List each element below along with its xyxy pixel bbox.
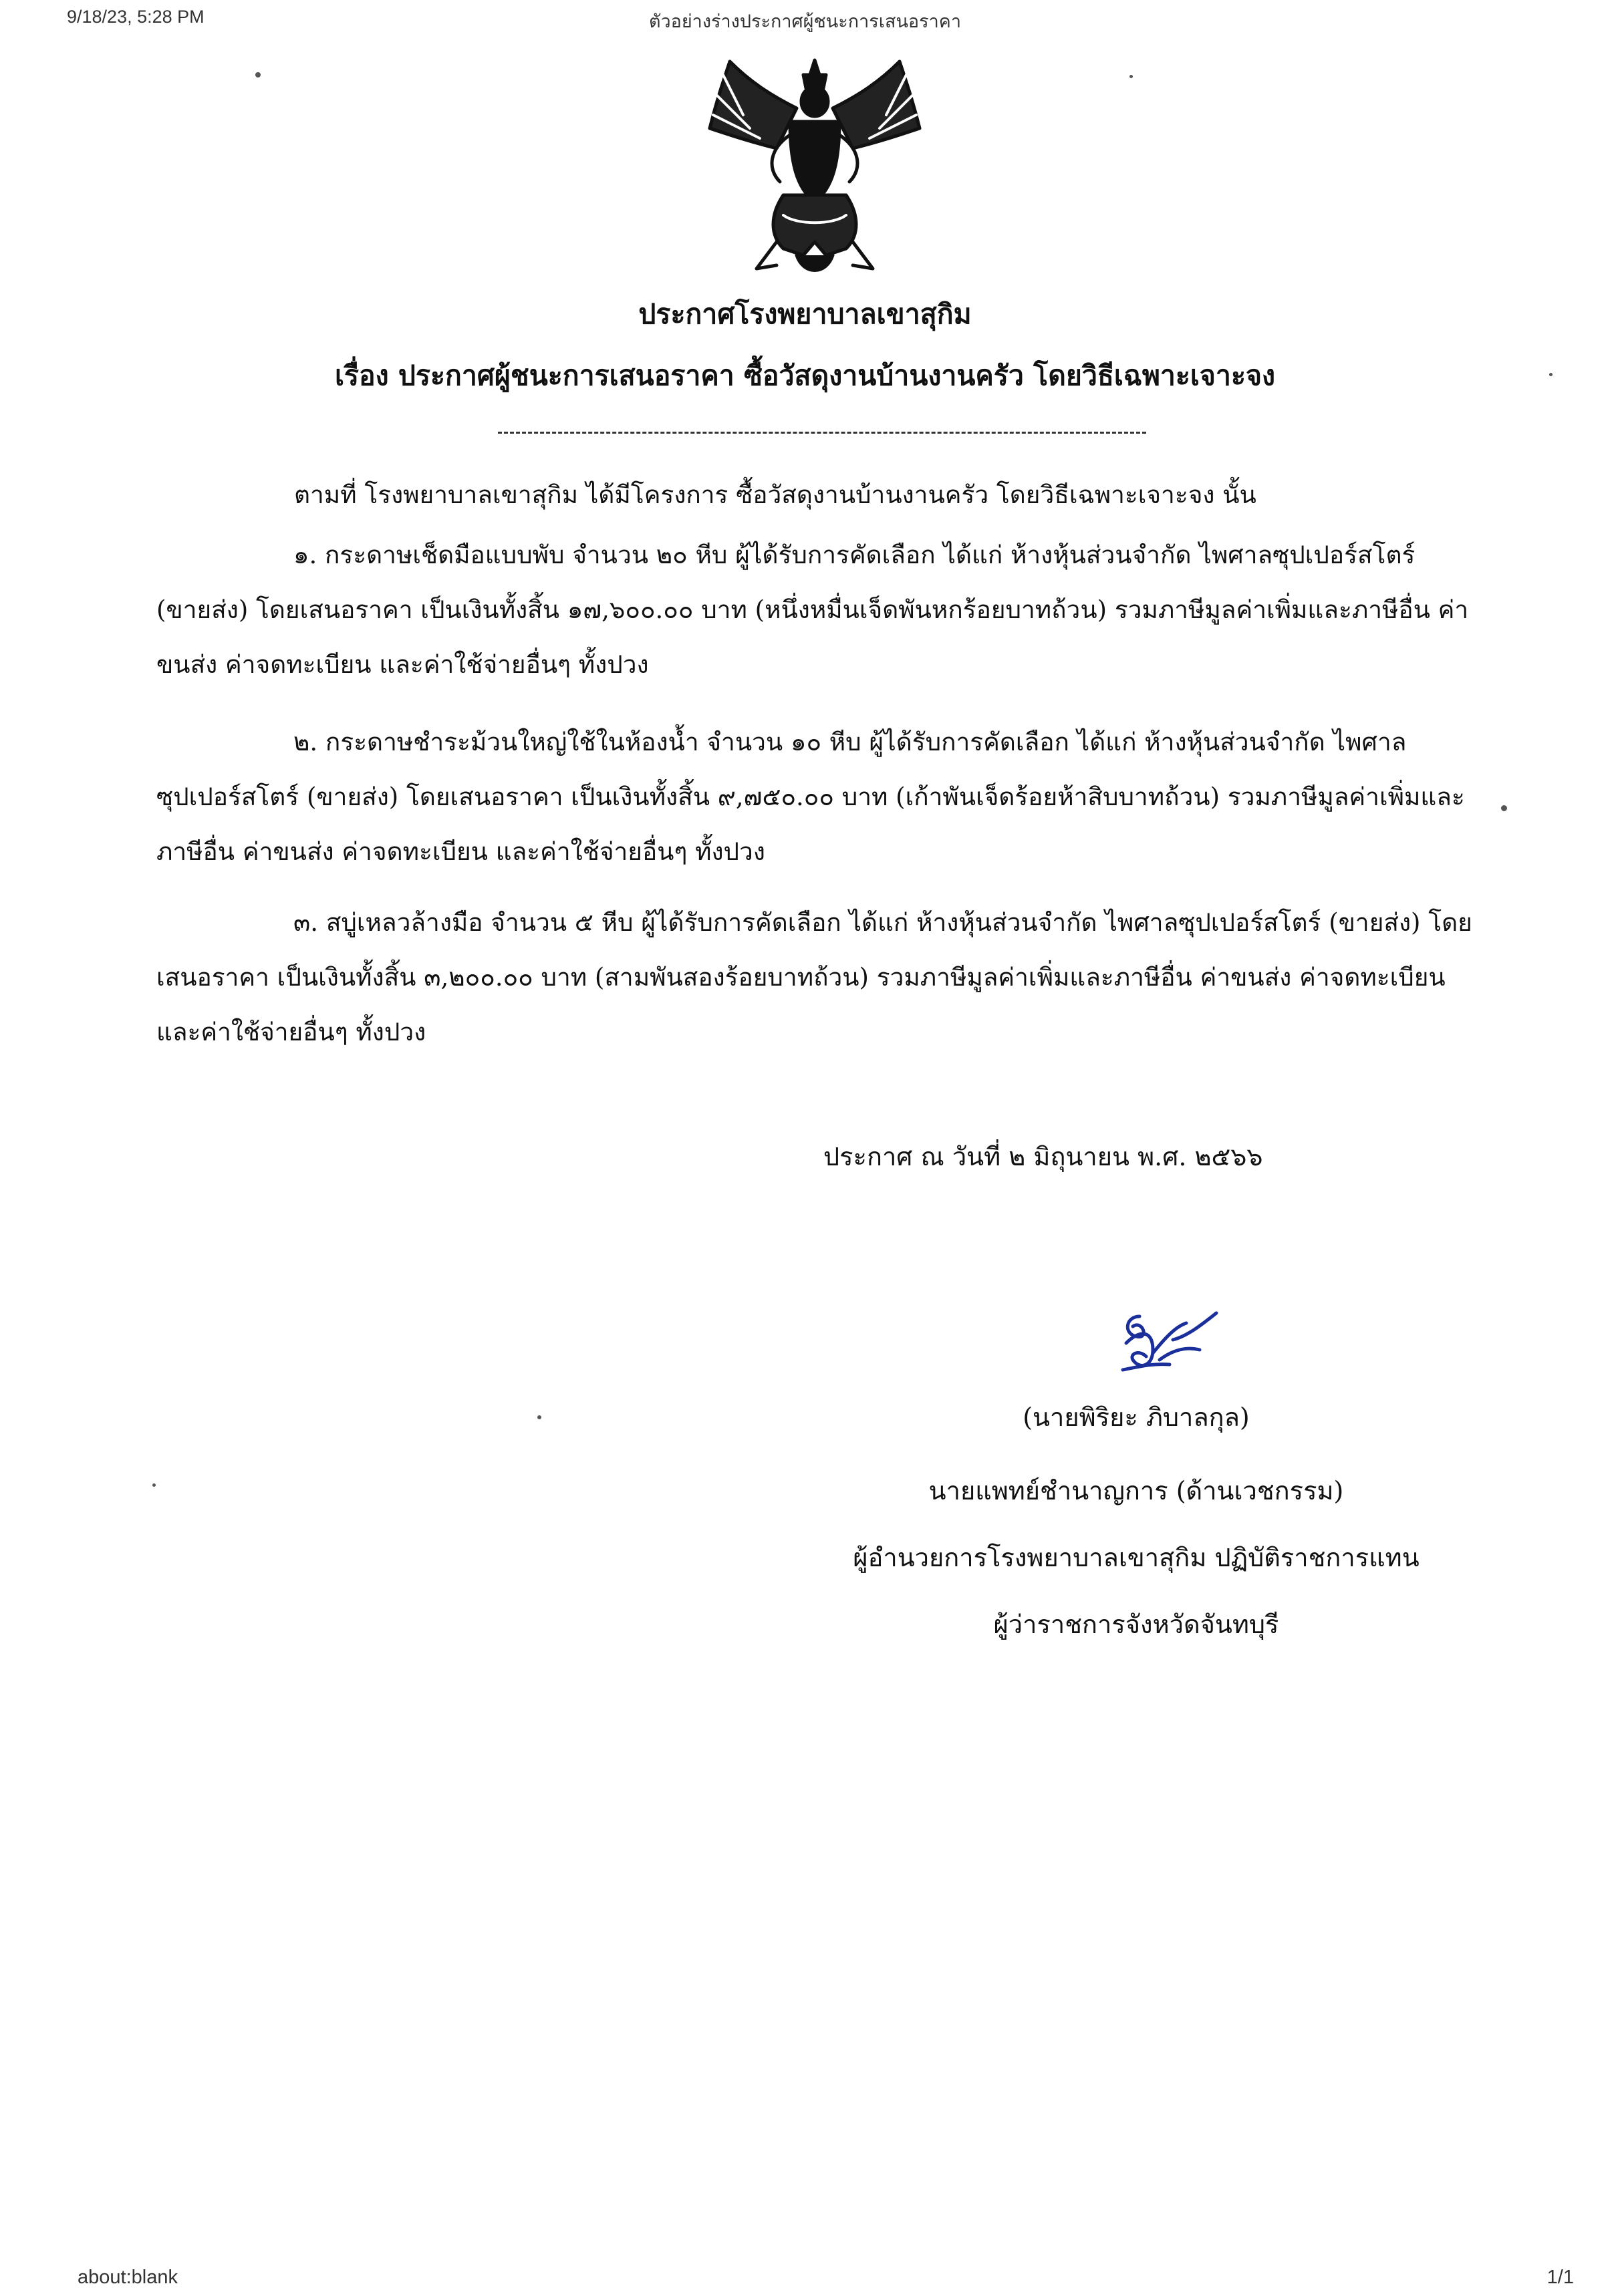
signatory-position-3: ผู้ว่าราชการจังหวัดจันทบุรี [993, 1610, 1279, 1639]
print-url: about:blank [78, 2267, 178, 2288]
print-footer [0, 2267, 1610, 2293]
print-datetime: 9/18/23, 5:28 PM [67, 7, 205, 27]
item-text-2: ๒. กระดาษชำระม้วนใหญ่ใช้ในห้องน้ำ จำนวน ๑๐ หีบ ผู้ได้รับการคัดเลือก ได้แก่ ห้างหุ้นส่วนจำกัด ไพศาลซุปเปอร์สโตร์ (ขายส่ง) โดยเสนอราคา เป็นเงินทั้งสิ้น ๙,๗๕๐.๐๐ บาท (เก้าพันเจ็ดร้อยห้าสิบบาทถ้วน) รวมภาษีมูลค่าเพิ่มและภาษีอื่น ค่าขนส่ง ค่าจดทะเบียน และค่าใช้จ่ายอื่นๆ ทั้งปวง [156, 728, 1465, 866]
print-header [0, 7, 1610, 33]
signatory-position-1: นายแพทย์ชำนาญการ (ด้านเวชกรรม) [928, 1476, 1344, 1505]
handwritten-signature-icon [1113, 1303, 1226, 1383]
intro-paragraph [294, 468, 1484, 523]
item-text-1: ๑. กระดาษเช็ดมือแบบพับ จำนวน ๒๐ หีบ ผู้ได้รับการคัดเลือก ได้แก่ ห้างหุ้นส่วนจำกัด ไพศาลซุปเปอร์สโตร์ (ขายส่ง) โดยเสนอราคา เป็นเงินทั้งสิ้น ๑๗,๖๐๐.๐๐ บาท (หนึ่งหมื่นเจ็ดพันหกร้อยบาทถ้วน) รวมภาษีมูลค่าเพิ่มและภาษีอื่น ค่าขนส่ง ค่าจดทะเบียน และค่าใช้จ่ายอื่นๆ ทั้งปวง [156, 541, 1469, 679]
title-separator [498, 432, 1146, 434]
scan-speck [255, 72, 261, 78]
scan-speck [1129, 75, 1133, 78]
scan-speck [1549, 373, 1553, 376]
print-page-title: ตัวอย่างร่างประกาศผู้ชนะการเสนอราคา [648, 11, 962, 31]
scan-speck [1501, 805, 1507, 811]
scan-speck [152, 1483, 156, 1487]
item-text-3: ๓. สบู่เหลวล้างมือ จำนวน ๕ หีบ ผู้ได้รับการคัดเลือก ได้แก่ ห้างหุ้นส่วนจำกัด ไพศาลซุปเปอร์สโตร์ (ขายส่ง) โดยเสนอราคา เป็นเงินทั้งสิ้น ๓,๒๐๐.๐๐ บาท (สามพันสองร้อยบาทถ้วน) รวมภาษีมูลค่าเพิ่มและภาษีอื่น ค่าขนส่ง ค่าจดทะเบียน และค่าใช้จ่ายอื่นๆ ทั้งปวง [156, 908, 1472, 1046]
announce-date: ประกาศ ณ วันที่ ๒ มิถุนายน พ.ศ. ๒๕๖๖ [823, 1142, 1263, 1171]
signatory-position-2: ผู้อำนวยการโรงพยาบาลเขาสุกิม ปฏิบัติราชการแทน [853, 1543, 1420, 1572]
garuda-emblem-icon [703, 55, 927, 282]
scan-speck [537, 1415, 541, 1419]
document-title: ประกาศโรงพยาบาลเขาสุกิม [638, 298, 972, 330]
document-subject: เรื่อง ประกาศผู้ชนะการเสนอราคา ซื้อวัสดุงานบ้านงานครัว โดยวิธีเฉพาะเจาะจง [334, 360, 1276, 392]
item-paragraph-2 [156, 715, 1480, 879]
item-paragraph-3 [156, 895, 1480, 1060]
print-page-count: 1/1 [1547, 2267, 1574, 2288]
signatory-name: (นายพิริยะ ภิบาลกุล) [1023, 1403, 1250, 1432]
item-paragraph-1 [156, 528, 1480, 692]
intro-text: ตามที่ โรงพยาบาลเขาสุกิม ได้มีโครงการ ซื้อวัสดุงานบ้านงานครัว โดยวิธีเฉพาะเจาะจง นั้น [294, 480, 1256, 509]
